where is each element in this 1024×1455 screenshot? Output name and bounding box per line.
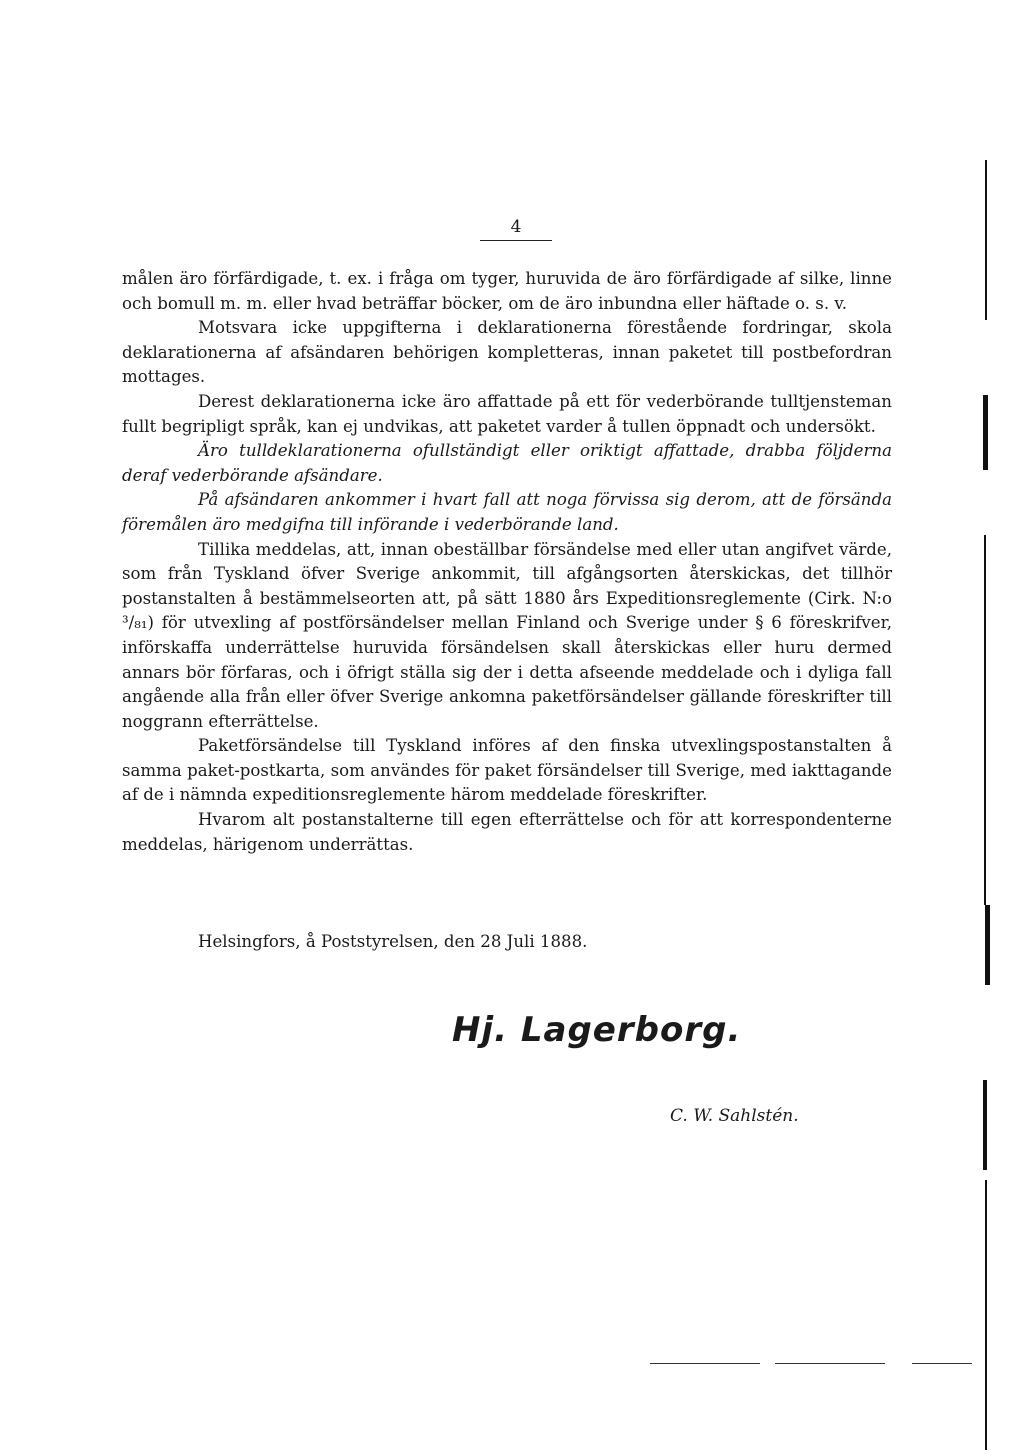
paragraph: Motsvara icke uppgifterna i deklarationerna förestående fordringar, skola deklarationerna af afsändaren behörigen kompletteras, innan paketet till postbefordran mottages. [122, 318, 892, 387]
scan-edge-line [984, 535, 986, 905]
scan-edge-line [985, 160, 987, 320]
bottom-rule [912, 1363, 972, 1364]
paragraph: Paketförsändelse till Tyskland införes af den finska utvexlingspostanstalten å samma paket-postkarta, som användes för paket försändelser till Sverige, med iakttagande af de i nämnda expeditionsreglemente härom meddelade föreskrifter. [122, 736, 892, 805]
scan-edge-line [985, 1180, 987, 1450]
paragraph: målen äro förfärdigade, t. ex. i fråga om tyger, huruvida de äro förfärdigade af silke, linne och bomull m. m. eller hvad beträffar böcker, om de äro inbundna eller häftade o. s. v. [122, 269, 892, 313]
paragraph: Tillika meddelas, att, innan obeställbar försändelse med eller utan angifvet värde, som från Tyskland öfver Sverige ankommit, till afgångsorten återskickas, det tillhör postanstalten å bestämmelseorten att, på sätt 1880 års Expeditionsreglemente (Cirk. N:o ³/₈₁) för utvexling af postförsändelser mellan Finland och Sverige under § 6 föreskrifver, införskaffa underrättelse huruvida försändelsen skall återskickas eller huru dermed annars bör förfaras, och i öfrigt ställa sig der i detta afseende meddelade och i dyliga fall angående alla från eller öfver Sverige ankomna paketförsändelser gällande föreskrifter till noggrann efterrättelse. [122, 539, 892, 731]
scan-edge-line [983, 1080, 987, 1170]
italic-paragraph: Äro tulldeklarationerna ofullständigt eller oriktigt affattade, drabba följderna deraf vederbörande afsändare. [122, 441, 892, 485]
page-number-rule [480, 240, 552, 241]
date-line: Helsingfors, å Poststyrelsen, den 28 Juli 1888. [198, 932, 588, 951]
scan-edge-line [983, 395, 988, 470]
page-number: 4 [510, 217, 522, 237]
body-text [122, 267, 892, 857]
italic-paragraph: På afsändaren ankommer i hvart fall att noga förvissa sig derom, att de försända föremålen äro medgifna till införande i vederbörande land. [122, 490, 892, 534]
paragraph: Derest deklarationerna icke äro affattade på ett för vederbörande tulltjensteman fullt begripligt språk, kan ej undvikas, att paketet varder å tullen öppnadt och undersökt. [122, 391, 892, 436]
signature-second: C. W. Sahlstén. [670, 1106, 799, 1126]
paragraph: Hvarom alt postanstalterne till egen efterrättelse och för att korrespondenterne meddelas, härigenom underrättas. [122, 810, 892, 854]
signature-main: Hj. Lagerborg. [452, 1010, 742, 1050]
bottom-rule [775, 1363, 885, 1364]
bottom-rule [650, 1363, 760, 1364]
scan-edge-line [985, 905, 990, 985]
